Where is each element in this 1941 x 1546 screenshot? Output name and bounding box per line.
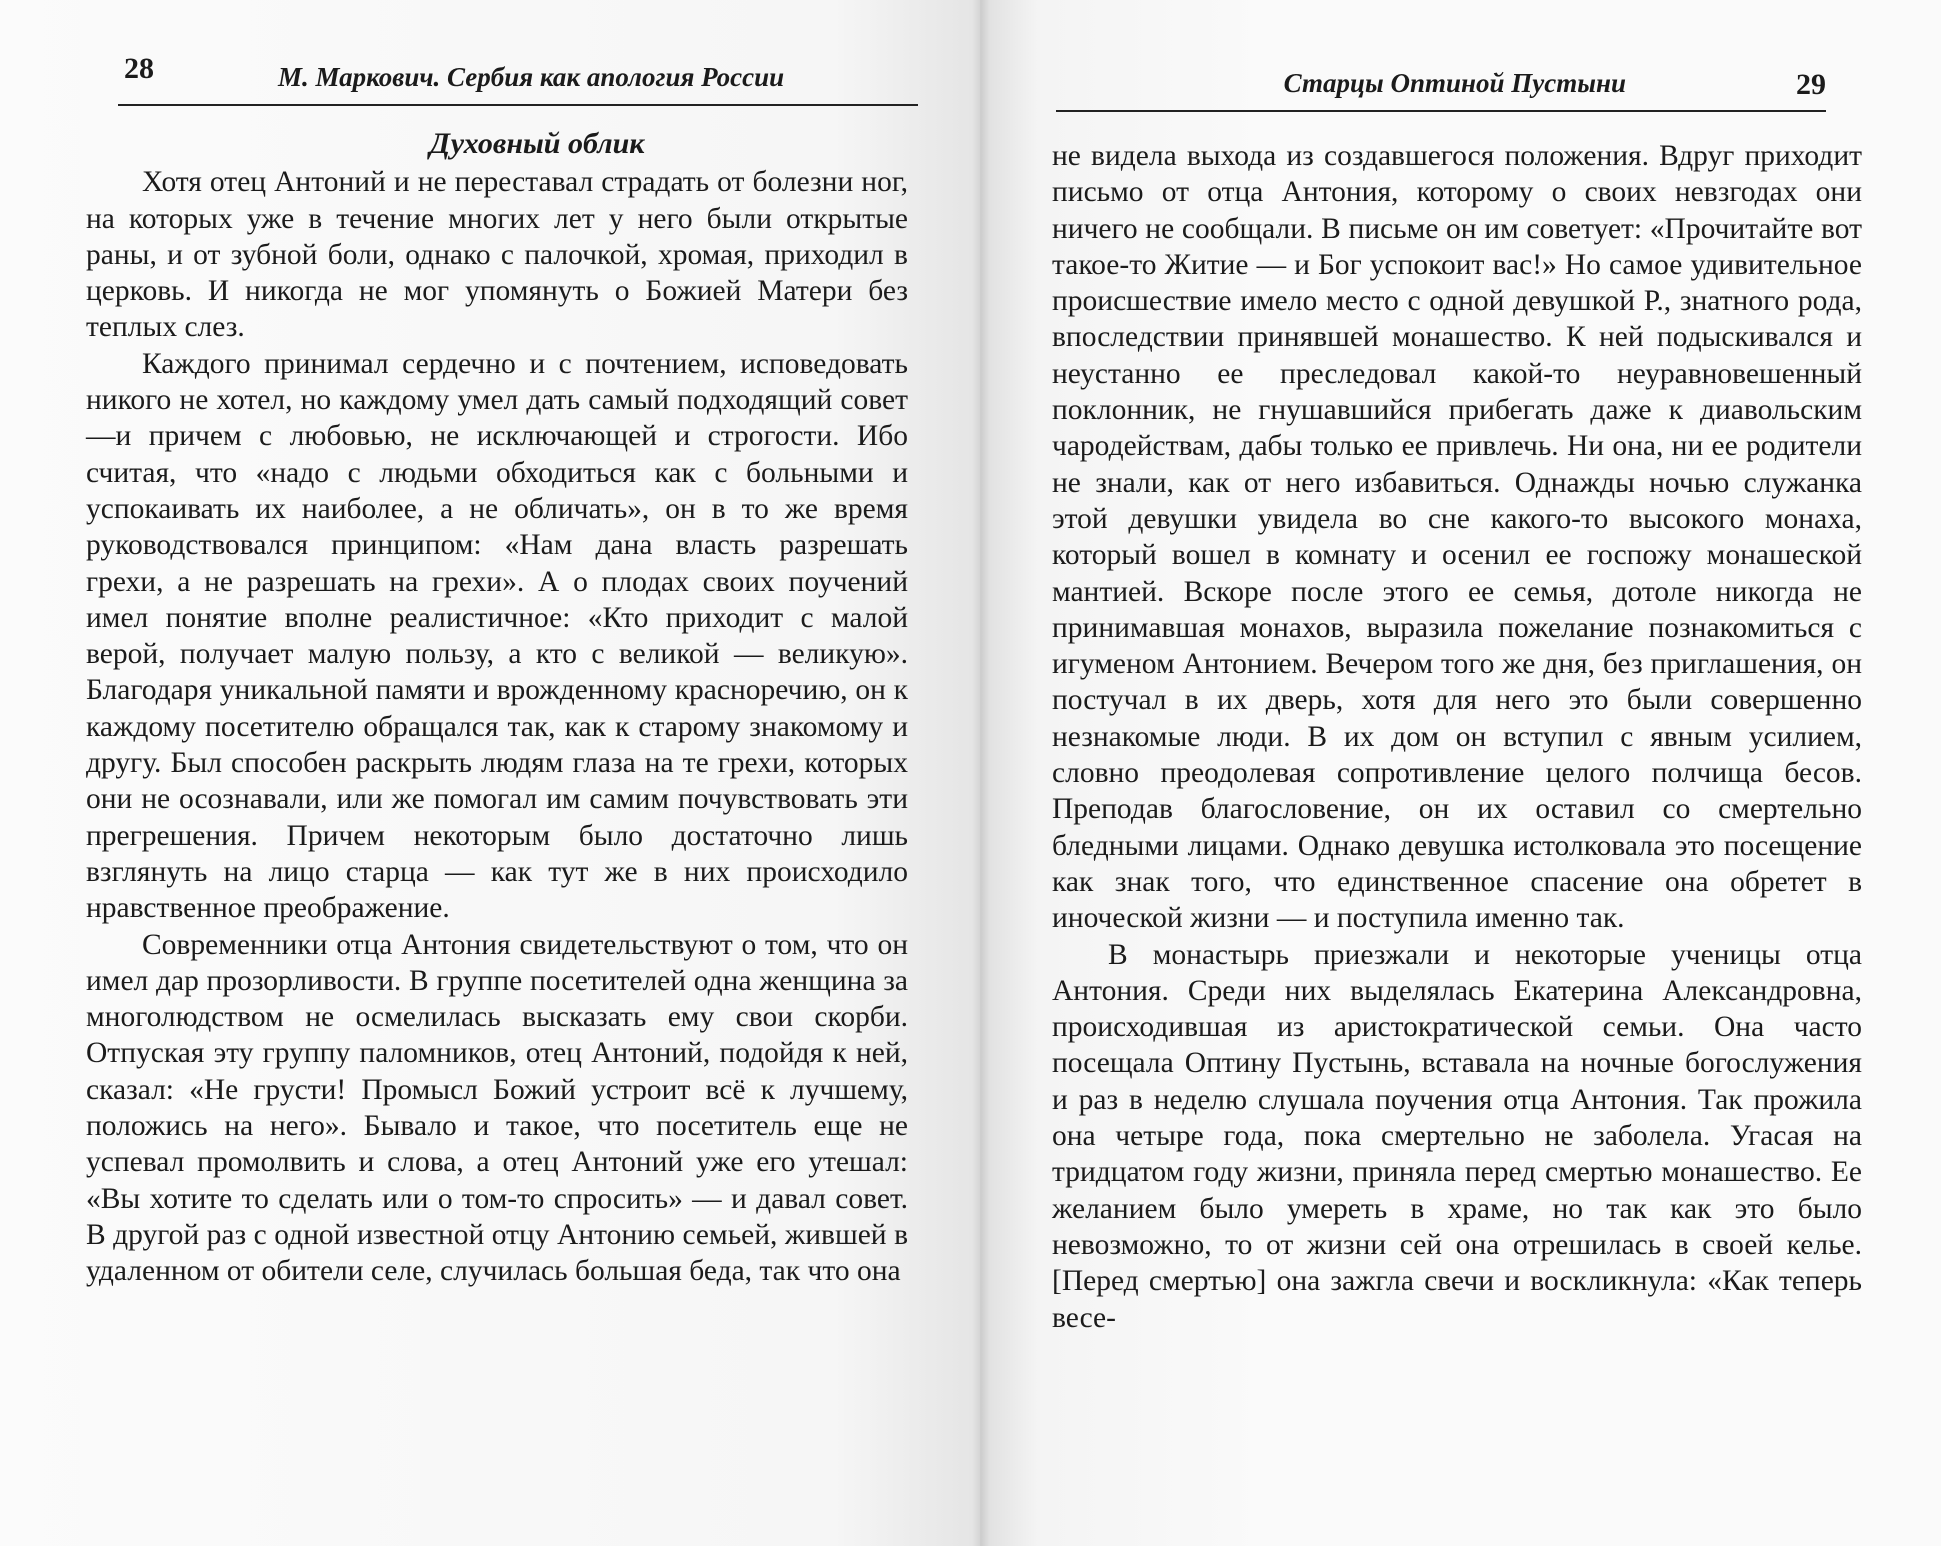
page-number: 29	[1796, 68, 1826, 101]
paragraph: Каждого принимал сердечно и с почтением, исповедовать никого не хотел, но каждому умел дать самый подходящий совет —и причем с любовью, не исключающей и строгости. Ибо считая, что «надо с людьми обходиться как с больными и успокаивать их наиболее, а не обличать», он в то же время руководствовался принципом: «Нам дана власть разрешать грехи, а не разрешать на грехи». А о плодах своих поучений имел понятие вполне реалистичное: «Кто приходит с малой верой, получает малую пользу, а кто с великой — великую». Благодаря уникальной памяти и врожденному красноречию, он к каждому посетителю обращался так, как к старому знакомому и другу. Был способен раскрыть людям глаза на те грехи, которых они не осознавали, или же помогал им самим почувствовать эти прегрешения. Причем некоторым было достаточно лишь взглянуть на лицо старца — как тут же в них происходило нравственное преображение.	[86, 347, 908, 925]
page-number: 28	[124, 52, 154, 85]
paragraph: не видела выхода из создавшегося положения. Вдруг приходит письмо от отца Антония, которому о своих невзгодах они ничего не сообщали. В письме он им советует: «Прочитайте вот такое-то Житие — и Бог успокоит вас!» Но самое удивительное происшествие имело место с одной девушкой Р., знатного рода, впоследствии принявшей монашество. К ней подыскивался и неустанно ее преследовал какой-то неуравновешенный поклонник, не гнушавшийся прибегать даже к диавольским чародействам, дабы только ее привлечь. Ни она, ни ее родители не знали, как от него избавиться. Однажды ночью служанка этой девушки увидела во сне какого-то высокого монаха, который вошел в комнату и осенил ее госпожу монашеской мантией. Вскоре после этого ее семья, дотоле никогда не принимавшая монахов, выразила пожелание познакомиться с игуменом Антонием. Вечером того же дня, без приглашения, он постучал в их дверь, хотя для него это были совершенно незнакомые люди. В их дом он вступил с явным усилием, словно преодолевая сопротивление целого полчища бесов. Преподав благословение, он их оставил со смертельно бледными лицами. Однако девушка истолковала это посещение как знак того, что единственное спасение она обретет в иноческой жизни — и поступила именно так.	[1052, 140, 1862, 935]
header-rule	[1056, 110, 1826, 112]
left-page-body	[86, 126, 908, 1290]
right-page-body	[1052, 138, 1862, 1336]
paragraph: В монастырь приезжали и некоторые ученицы отца Антония. Среди них выделялась Екатерина Александровна, происходившая из аристократической семьи. Она часто посещала Оптину Пустынь, вставала на ночные богослужения и раз в неделю слушала поучения отца Антония. Так прожила она четыре года, пока смертельно не заболела. Угасая на тридцатом году жизни, приняла перед смертью монашество. Ее желанием было умереть в храме, но так как это было невозможно, то от жизни сей она отрешилась в своей келье. [Перед смертью] она зажгла свечи и воскликнула: «Как теперь весе-	[1052, 938, 1862, 1334]
running-title: Старцы Оптиной Пустыни	[1283, 68, 1626, 98]
left-page-header	[118, 46, 918, 102]
paragraph: Современники отца Антония свидетельствуют о том, что он имел дар прозорливости. В группе посетителей одна женщина за многолюдством не осмелилась высказать ему свои скорби. Отпуская эту группу паломников, отец Антоний, подойдя к ней, сказал: «Не грусти! Промысл Божий устроит всё к лучшему, положись на него». Бывало и такое, что посетитель еще не успевал промолвить и слова, а отец Антоний уже его утешал: «Вы хотите то сделать или о том-то спросить» — и давал совет. В другой раз с одной известной отцу Антонию семьей, жившей в удаленном от обители селе, случилась большая беда, так что она	[86, 928, 908, 1288]
section-title: Духовный облик	[429, 127, 645, 160]
header-rule	[118, 104, 918, 106]
right-page	[980, 0, 1941, 1546]
book-gutter	[972, 0, 990, 1546]
running-title: М. Маркович. Сербия как апология России	[278, 62, 785, 92]
paragraph: Хотя отец Антоний и не переставал страдать от болезни ног, на которых уже в течение многих лет у него были открытые раны, и от зубной боли, однако с палочкой, хромая, приходил в церковь. И никогда не мог упомянуть о Божией Матери без теплых слез.	[86, 166, 908, 344]
right-page-header	[1056, 46, 1856, 102]
